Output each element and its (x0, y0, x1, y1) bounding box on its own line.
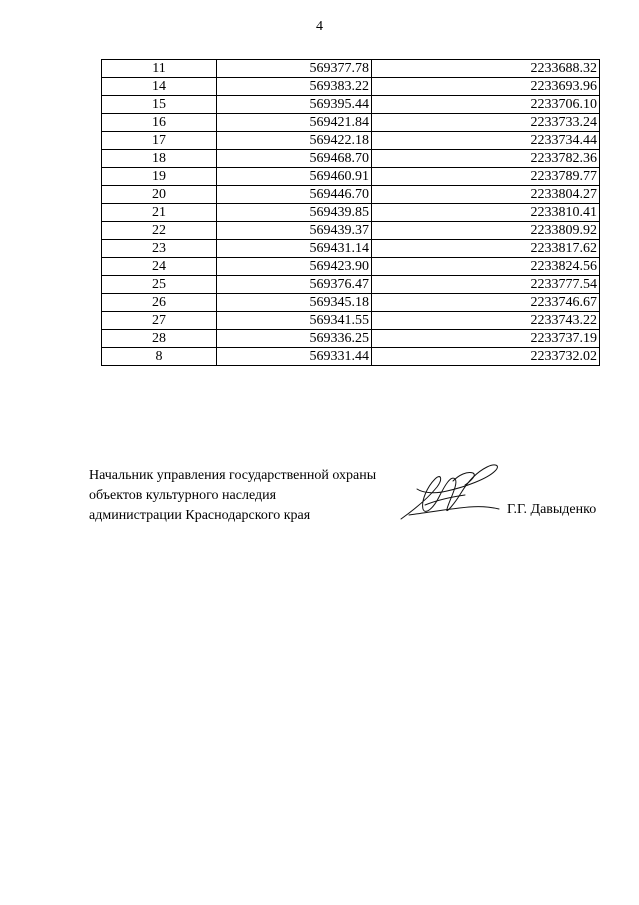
point-number-cell: 15 (102, 96, 217, 114)
table-row (102, 330, 600, 348)
y-coordinate-cell: 2233746.67 (372, 294, 600, 312)
y-coordinate-cell: 2233688.32 (372, 60, 600, 78)
x-coordinate-cell: 569439.85 (217, 204, 372, 222)
y-coordinate-cell: 2233810.41 (372, 204, 600, 222)
y-coordinate-cell: 2233789.77 (372, 168, 600, 186)
table-row (102, 258, 600, 276)
coordinates-table (101, 59, 600, 366)
point-number-cell: 19 (102, 168, 217, 186)
x-coordinate-cell: 569423.90 (217, 258, 372, 276)
table-row (102, 60, 600, 78)
coordinates-table-body (102, 60, 600, 366)
point-number-cell: 21 (102, 204, 217, 222)
x-coordinate-cell: 569383.22 (217, 78, 372, 96)
y-coordinate-cell: 2233733.24 (372, 114, 600, 132)
y-coordinate-cell: 2233734.44 (372, 132, 600, 150)
table-row (102, 240, 600, 258)
x-coordinate-cell: 569446.70 (217, 186, 372, 204)
table-row (102, 168, 600, 186)
point-number-cell: 28 (102, 330, 217, 348)
page-number: 4 (316, 19, 323, 34)
x-coordinate-cell: 569431.14 (217, 240, 372, 258)
y-coordinate-cell: 2233737.19 (372, 330, 600, 348)
table-row (102, 294, 600, 312)
x-coordinate-cell: 569345.18 (217, 294, 372, 312)
point-number-cell: 17 (102, 132, 217, 150)
point-number-cell: 8 (102, 348, 217, 366)
table-row (102, 132, 600, 150)
x-coordinate-cell: 569395.44 (217, 96, 372, 114)
y-coordinate-cell: 2233732.02 (372, 348, 600, 366)
table-row (102, 150, 600, 168)
point-number-cell: 18 (102, 150, 217, 168)
y-coordinate-cell: 2233743.22 (372, 312, 600, 330)
y-coordinate-cell: 2233809.92 (372, 222, 600, 240)
point-number-cell: 24 (102, 258, 217, 276)
table-row (102, 204, 600, 222)
y-coordinate-cell: 2233782.36 (372, 150, 600, 168)
y-coordinate-cell: 2233804.27 (372, 186, 600, 204)
point-number-cell: 14 (102, 78, 217, 96)
point-number-cell: 27 (102, 312, 217, 330)
point-number-cell: 20 (102, 186, 217, 204)
y-coordinate-cell: 2233777.54 (372, 276, 600, 294)
y-coordinate-cell: 2233706.10 (372, 96, 600, 114)
y-coordinate-cell: 2233693.96 (372, 78, 600, 96)
signature-title-line-3: администрации Краснодарского края (89, 508, 311, 523)
point-number-cell: 23 (102, 240, 217, 258)
x-coordinate-cell: 569468.70 (217, 150, 372, 168)
signature-title-line-1: Начальник управления государственной охраны (89, 468, 377, 483)
x-coordinate-cell: 569341.55 (217, 312, 372, 330)
handwritten-signature (395, 457, 505, 523)
y-coordinate-cell: 2233824.56 (372, 258, 600, 276)
table-row (102, 276, 600, 294)
y-coordinate-cell: 2233817.62 (372, 240, 600, 258)
x-coordinate-cell: 569421.84 (217, 114, 372, 132)
x-coordinate-cell: 569377.78 (217, 60, 372, 78)
signature-title-line-2: объектов культурного наследия (89, 488, 277, 503)
x-coordinate-cell: 569331.44 (217, 348, 372, 366)
table-row (102, 348, 600, 366)
table-row (102, 96, 600, 114)
table-row (102, 312, 600, 330)
x-coordinate-cell: 569336.25 (217, 330, 372, 348)
point-number-cell: 22 (102, 222, 217, 240)
x-coordinate-cell: 569422.18 (217, 132, 372, 150)
table-row (102, 78, 600, 96)
x-coordinate-cell: 569376.47 (217, 276, 372, 294)
table-row (102, 114, 600, 132)
signature-title (89, 466, 376, 526)
point-number-cell: 16 (102, 114, 217, 132)
point-number-cell: 11 (102, 60, 217, 78)
x-coordinate-cell: 569460.91 (217, 168, 372, 186)
table-row (102, 222, 600, 240)
x-coordinate-cell: 569439.37 (217, 222, 372, 240)
signer-name: Г.Г. Давыденко (507, 502, 597, 517)
point-number-cell: 26 (102, 294, 217, 312)
point-number-cell: 25 (102, 276, 217, 294)
table-row (102, 186, 600, 204)
